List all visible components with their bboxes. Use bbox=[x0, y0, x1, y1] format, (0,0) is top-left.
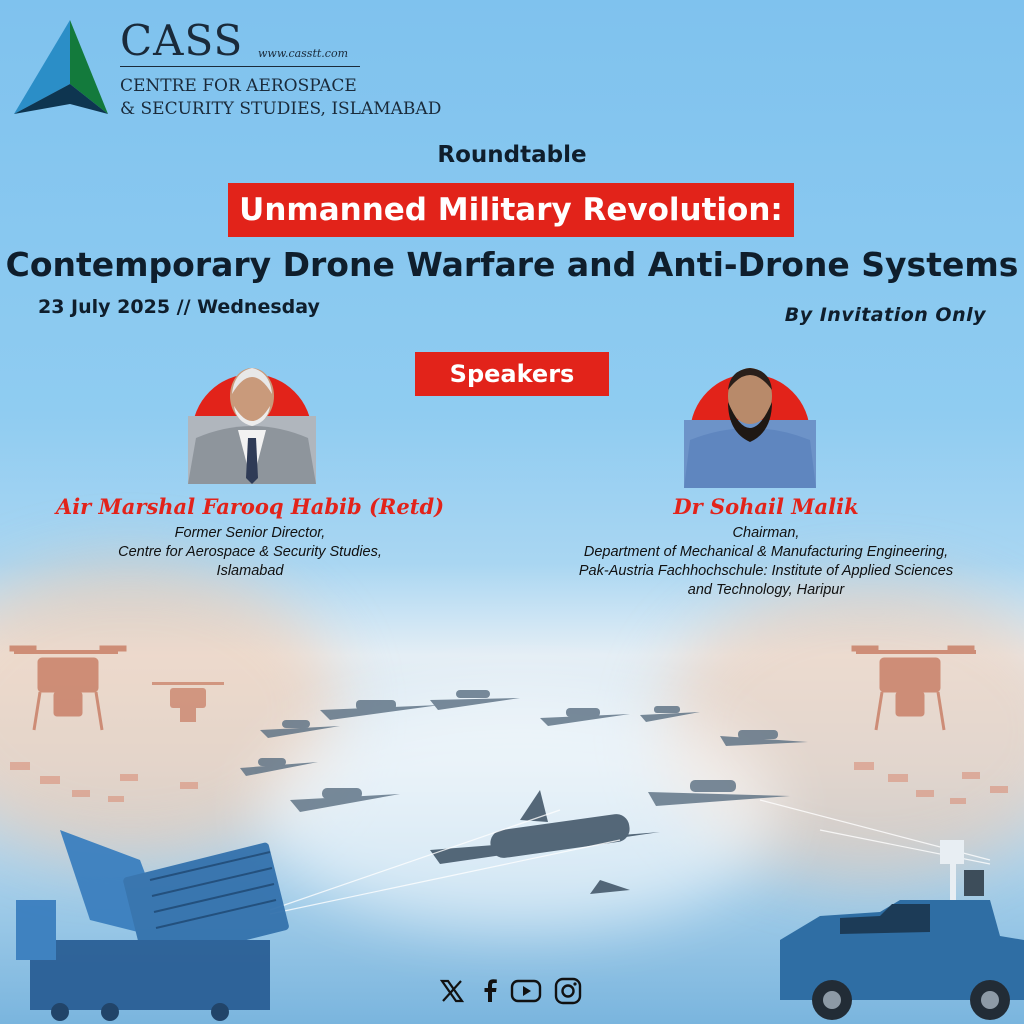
interception-beams bbox=[270, 800, 990, 914]
speaker-role-line: Chairman, bbox=[732, 525, 800, 541]
event-title-line2: Contemporary Drone Warfare and Anti-Drone Systems bbox=[5, 245, 1019, 284]
distant-drones-left bbox=[10, 762, 198, 802]
speaker-photo-farooq-habib bbox=[182, 354, 322, 484]
speaker-role-farooq-habib bbox=[20, 524, 480, 581]
speaker-role-line: and Technology, Haripur bbox=[687, 582, 845, 598]
speaker-role-line: Centre for Aerospace & Security Studies, bbox=[118, 544, 382, 560]
quadcopter-drone-small-left bbox=[152, 682, 224, 722]
anti-drone-launcher bbox=[16, 830, 290, 1021]
instagram-icon[interactable] bbox=[552, 974, 584, 1008]
logo-acronym: CASS bbox=[120, 16, 244, 65]
social-links bbox=[436, 974, 586, 1008]
speaker-name-sohail-malik: Dr Sohail Malik bbox=[673, 494, 859, 519]
speaker-role-line: Pak-Austria Fachhochschule: Institute of Applied Sciences bbox=[578, 563, 954, 579]
event-type: Roundtable bbox=[437, 142, 587, 168]
facebook-icon[interactable] bbox=[474, 974, 506, 1008]
cass-logo-emblem bbox=[14, 20, 108, 116]
logo-full-name-line1: CENTRE FOR AEROSPACE bbox=[120, 76, 357, 96]
counter-drone-pickup-truck bbox=[780, 840, 1024, 1020]
speakers-heading: Speakers bbox=[449, 360, 575, 388]
speaker-role-line: Department of Mechanical & Manufacturing Engineering, bbox=[583, 544, 949, 560]
event-date: 23 July 2025 // Wednesday bbox=[38, 296, 320, 318]
quadcopter-drone-left bbox=[10, 646, 126, 730]
speaker-role-line: Islamabad bbox=[216, 563, 284, 579]
access-note: By Invitation Only bbox=[784, 304, 986, 326]
logo-divider bbox=[120, 66, 360, 67]
drone-warfare-scene bbox=[0, 560, 1024, 1024]
distant-drones-right bbox=[854, 762, 1008, 804]
event-title-line1: Unmanned Military Revolution: bbox=[239, 192, 783, 228]
speaker-role-sohail-malik bbox=[520, 524, 1012, 600]
speaker-role-line: Former Senior Director, bbox=[174, 525, 326, 541]
x-icon[interactable] bbox=[436, 974, 468, 1008]
youtube-icon[interactable] bbox=[510, 974, 542, 1008]
loitering-munition-large bbox=[430, 790, 660, 894]
loitering-munition-swarm bbox=[240, 690, 808, 812]
logo-full-name-line2: & SECURITY STUDIES, ISLAMABAD bbox=[120, 99, 442, 119]
quadcopter-drone-right bbox=[852, 646, 976, 730]
speaker-photo-sohail-malik bbox=[680, 358, 820, 488]
speaker-name-farooq-habib: Air Marshal Farooq Habib (Retd) bbox=[55, 494, 445, 519]
logo-website[interactable]: www.casstt.com bbox=[258, 47, 348, 60]
